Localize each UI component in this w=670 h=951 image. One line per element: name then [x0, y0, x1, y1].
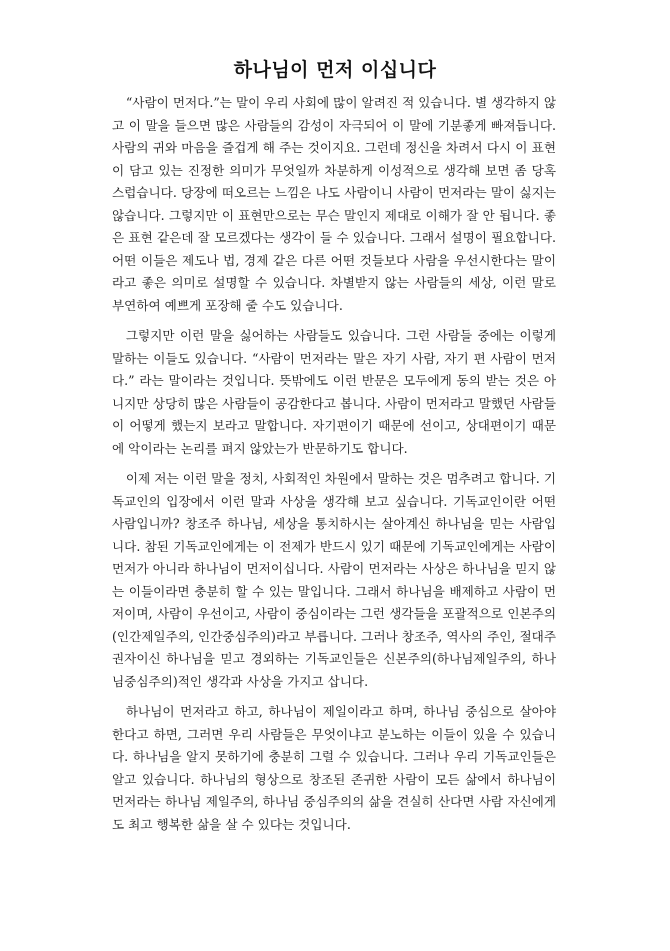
- paragraph-4: 하나님이 먼저라고 하고, 하나님이 제일이라고 하며, 하나님 중심으로 살아야 한다고 하면, 그러면 우리 사람들은 무엇이냐고 분노하는 이들이 있을 수 있습니다. 하나님을 알지 못하기에 충분히 그럴 수 있습니다. 그러나 우리 기독교인들은 알고 있습니다. 하나님의 형상으로 창조된 존귀한 사람이 모든 삶에서 하나님이 먼저라는 하나님 제일주의, 하나님 중심주의의 삶을 견실히 산다면 사람 자신에게도 최고 행복한 삶을 살 수 있다는 것입니다.: [112, 704, 556, 832]
- page-title: 하나님이 먼저 이십니다: [233, 59, 437, 81]
- document-body: [112, 92, 556, 836]
- paragraph-2: 그렇지만 이런 말을 싫어하는 사람들도 있습니다. 그런 사람들 중에는 이렇게 말하는 이들도 있습니다. “사람이 먼저라는 말은 자기 사람, 자기 편 사람이 먼저다.” 라는 말이라는 것입니다. 뜻밖에도 이런 반문은 모두에게 동의 받는 것은 아니지만 상당히 많은 사람들이 공감한다고 봅니다. 사람이 먼저라고 말했던 사람들이 어떻게 했는지 보라고 말합니다. 자기편이기 때문에 선이고, 상대편이기 때문에 악이라는 논리를 펴지 않았는가 반문하기도 합니다.: [112, 328, 556, 456]
- paragraph-1: “사람이 먼저다.”는 말이 우리 사회에 많이 알려진 적 있습니다. 별 생각하지 않고 이 말을 들으면 많은 사람들의 감성이 자극되어 이 말에 기분좋게 빠져듭니다. 사람의 귀와 마음을 즐겁게 해 주는 것이지요. 그런데 정신을 차려서 다시 이 표현이 담고 있는 진정한 의미가 무엇일까 차분하게 이성적으로 생각해 보면 좀 당혹스럽습니다. 당장에 떠오르는 느낌은 나도 사람이니 사람이 먼저라는 말이 싫지는 않습니다. 그렇지만 이 표현만으로는 무슨 말인지 제대로 이해가 잘 안 됩니다. 좋은 표현 같은데 잘 모르겠다는 생각이 들 수 있습니다. 그래서 설명이 필요합니다. 어떤 이들은 제도나 법, 경제 같은 다른 어떤 것들보다 사람을 우선시한다는 말이라고 좋은 의미로 설명할 수 있습니다. 차별받지 않는 사람들의 세상, 이런 말로 부연하여 예쁘게 포장해 줄 수도 있습니다.: [112, 95, 556, 313]
- paragraph-3: 이제 저는 이런 말을 정치, 사회적인 차원에서 말하는 것은 멈추려고 합니다. 기독교인의 입장에서 이런 말과 사상을 생각해 보고 싶습니다. 기독교인이란 어떤 사람입니까? 창조주 하나님, 세상을 통치하시는 살아계신 하나님을 믿는 사람입니다. 참된 기독교인에게는 이 전제가 반드시 있기 때문에 기독교인에게는 사람이 먼저가 아니라 하나님이 먼저이십니다. 사람이 먼저라는 사상은 하나님을 믿지 않는 이들이라면 충분히 할 수 있는 말입니다. 그래서 하나님을 배제하고 사람이 먼저이며, 사람이 우선이고, 사람이 중심이라는 그런 생각들을 포괄적으로 인본주의(인간제일주의, 인간중심주의)라고 부릅니다. 그러나 창조주, 역사의 주인, 절대주권자이신 하나님을 믿고 경외하는 기독교인들은 신본주의(하나님제일주의, 하나님중심주의)적인 생각과 사상을 가지고 삽니다.: [112, 471, 556, 689]
